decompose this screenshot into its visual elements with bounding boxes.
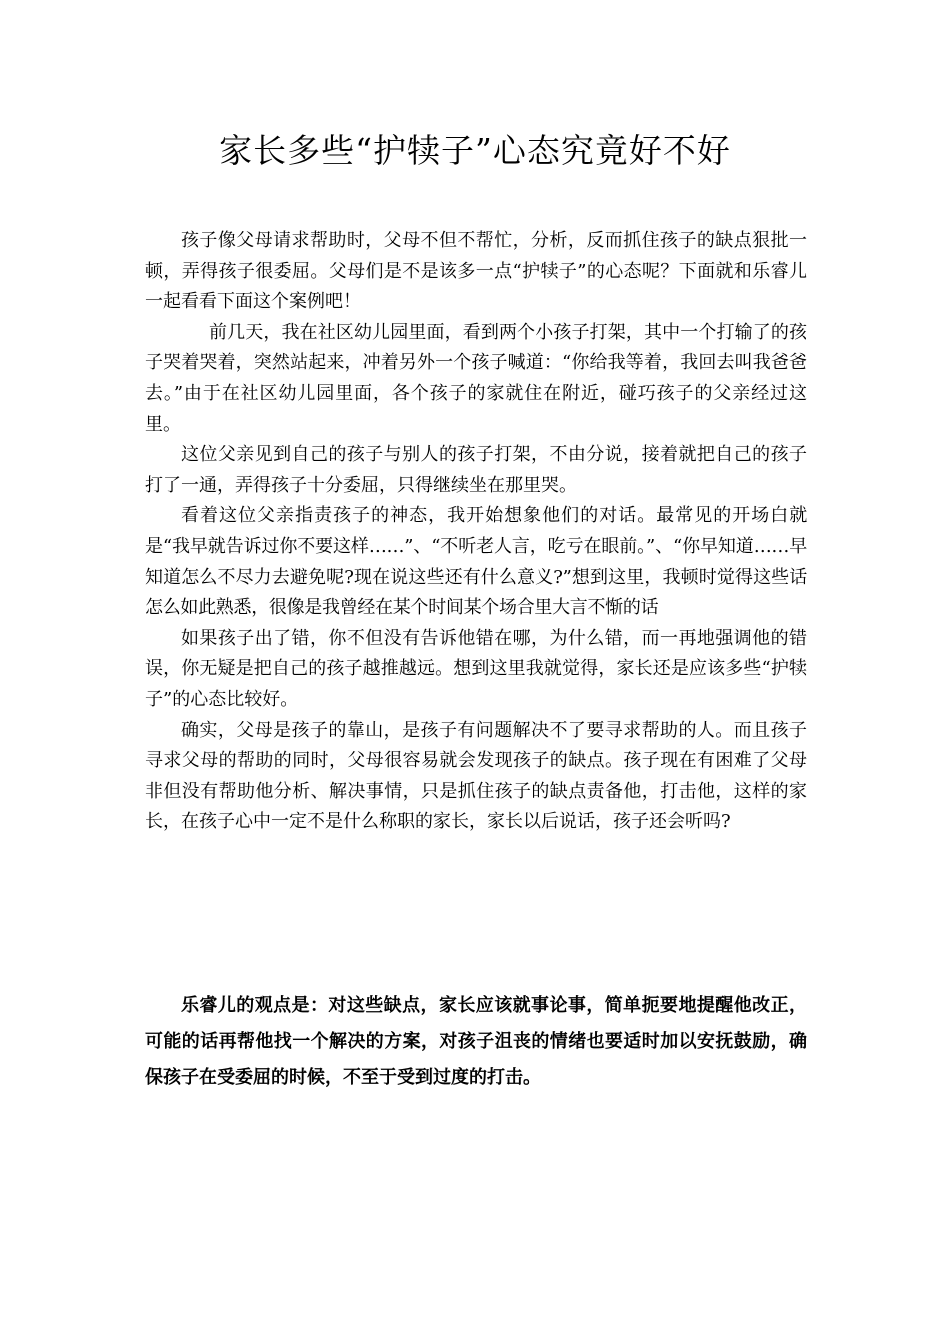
paragraph-mistake: 如果孩子出了错，你不但没有告诉他错在哪，为什么错，而一再地强调他的错误，你无疑是把自己的孩子越推越远。想到这里我就觉得，家长还是应该多些“护犊子”的心态比较好。 [145, 627, 807, 710]
paragraph-support: 确实，父母是孩子的靠山，是孩子有问题解决不了要寻求帮助的人。而且孩子寻求父母的帮助的同时，父母很容易就会发现孩子的缺点。孩子现在有困难了父母非但没有帮助他分析、解决事情，只是抓住孩子的缺点责备他，打击他，这样的家长，在孩子心中一定不是什么称职的家长，家长以后说话，孩子还会听吗? [145, 719, 807, 833]
paragraph-story: 前几天，我在社区幼儿园里面，看到两个小孩子打架，其中一个打输了的孩子哭着哭着，突然站起来，冲着另外一个孩子喊道：“你给我等着，我回去叫我爸爸去。”由于在社区幼儿园里面，各个孩子的家就住在附近，碰巧孩子的父亲经过这里。 [145, 321, 807, 435]
paragraph-dialogue: 看着这位父亲指责孩子的神态，我开始想象他们的对话。最常见的开场白就是“我早就告诉过你不要这样……”、“不听老人言，吃亏在眼前。”、“你早知道……早知道怎么不尽力去避免呢?现在说这些还有什么意义?”想到这里，我顿时觉得这些话怎么如此熟悉，很像是我曾经在某个时间某个场合里大言不惭的话 [145, 505, 807, 619]
document-title: 家长多些“护犊子”心态究竟好不好 [219, 131, 731, 170]
conclusion-paragraph: 乐睿儿的观点是：对这些缺点，家长应该就事论事，简单扼要地提醒他改正，可能的话再帮他找一个解决的方案，对孩子沮丧的情绪也要适时加以安抚鼓励，确保孩子在受委屈的时候，不至于受到过度的打击。 [145, 995, 807, 1088]
paragraph-intro: 孩子像父母请求帮助时，父母不但不帮忙，分析，反而抓住孩子的缺点狠批一顿，弄得孩子很委屈。父母们是不是该多一点“护犊子”的心态呢？下面就和乐睿儿一起看看下面这个案例吧！ [145, 230, 807, 313]
paragraph-father: 这位父亲见到自己的孩子与别人的孩子打架，不由分说，接着就把自己的孩子打了一通，弄得孩子十分委屈，只得继续坐在那里哭。 [145, 444, 807, 496]
document-body [145, 226, 807, 838]
